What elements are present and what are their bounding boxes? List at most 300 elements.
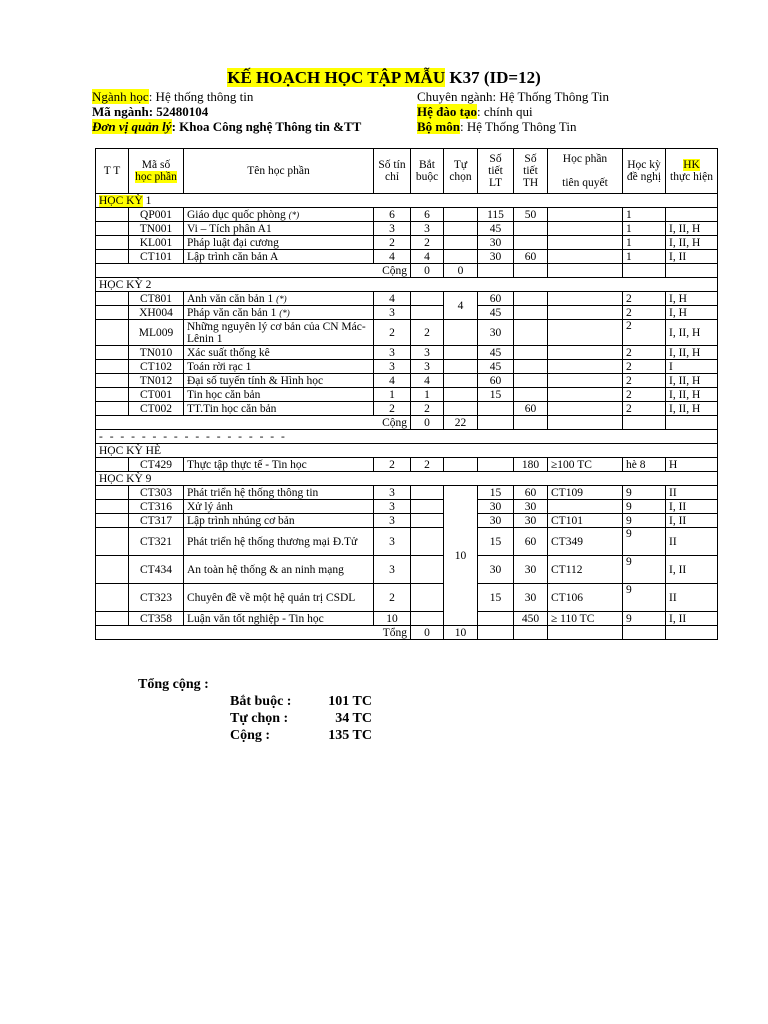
- so-tin-chi: 2: [374, 236, 411, 250]
- hoc-ky-de-nghi: 1: [623, 250, 666, 264]
- so-tiet-lt: 30: [478, 250, 514, 264]
- hoc-ky-de-nghi: 9: [623, 486, 666, 500]
- col-header-hk-2: thực hiện: [670, 171, 713, 183]
- semester-label-2: HỌC KỲ 2: [96, 278, 718, 292]
- semester-label-1-hl: HỌC KỲ: [99, 194, 143, 207]
- tu-chon: [444, 388, 478, 402]
- course-code: CT317: [129, 514, 184, 528]
- bat-buoc: 2: [411, 236, 444, 250]
- semester-header-9: [96, 472, 718, 486]
- table-row: [96, 236, 718, 250]
- nganh-hoc: [92, 89, 253, 104]
- so-tin-chi: 4: [374, 250, 411, 264]
- so-tin-chi: 2: [374, 584, 411, 612]
- tu-chon: [444, 374, 478, 388]
- course-name-text: Lập trình căn bản A: [187, 250, 279, 263]
- so-tiet-lt: [478, 402, 514, 416]
- semester-label-he: HỌC KỲ HÈ: [96, 444, 718, 458]
- empty-cell: [478, 264, 514, 278]
- table-row: [96, 250, 718, 264]
- hoc-ky-de-nghi: 1: [623, 208, 666, 222]
- tu-chon: [444, 360, 478, 374]
- col-header-hptq-2: tiên quyết: [562, 177, 608, 189]
- summary-bat-buoc-label: Bắt buộc :: [230, 694, 292, 709]
- course-name: Lập trình nhúng cơ bản: [184, 514, 374, 528]
- he-dao-tao-value: : chính qui: [476, 104, 533, 119]
- empty-cell: [623, 416, 666, 430]
- hoc-ky-de-nghi: 2: [623, 346, 666, 360]
- bat-buoc: 3: [411, 360, 444, 374]
- total-label: Cộng: [96, 416, 411, 430]
- course-code: CT101: [129, 250, 184, 264]
- so-tin-chi: 1: [374, 388, 411, 402]
- hk-thuc-hien: I, H: [666, 292, 718, 306]
- course-code: XH004: [129, 306, 184, 320]
- he-dao-tao: [417, 104, 533, 119]
- so-tiet-th: [514, 306, 548, 320]
- table-row: [96, 374, 718, 388]
- course-name-text: Anh văn căn bản 1: [187, 292, 274, 305]
- hoc-phan-tien-quyet: CT101: [548, 514, 623, 528]
- tu-chon: [444, 222, 478, 236]
- course-name-text: Những nguyên lý cơ bản của CN Mác-Lênin 1: [187, 320, 366, 345]
- hoc-phan-tien-quyet: ≥100 TC: [548, 458, 623, 472]
- title-rest: K37 (ID=12): [445, 68, 541, 87]
- course-name-text: TT.Tin học căn bản: [187, 402, 277, 415]
- course-name: [184, 208, 374, 222]
- course-name: An toàn hệ thống & an ninh mạng: [184, 556, 374, 584]
- so-tiet-th: [514, 374, 548, 388]
- row-tt: [96, 388, 129, 402]
- course-code: TN001: [129, 222, 184, 236]
- row-tt: [96, 458, 129, 472]
- so-tiet-th: [514, 388, 548, 402]
- hk-thuc-hien: I, II: [666, 514, 718, 528]
- so-tiet-lt: 15: [478, 528, 514, 556]
- so-tiet-lt: 30: [478, 556, 514, 584]
- table-row: [96, 500, 718, 514]
- so-tin-chi: 3: [374, 360, 411, 374]
- hoc-ky-de-nghi: 2: [623, 292, 666, 306]
- tu-chon: [444, 458, 478, 472]
- total-tu-chon: 22: [444, 416, 478, 430]
- hoc-ky-de-nghi: 9: [623, 500, 666, 514]
- course-name: [184, 374, 374, 388]
- col-header-so-tin-chi: Số tín chỉ: [374, 149, 411, 194]
- bo-mon: [417, 119, 577, 134]
- bo-mon-value: : Hệ Thống Thông Tin: [459, 119, 577, 134]
- so-tin-chi: 3: [374, 556, 411, 584]
- hoc-ky-de-nghi: 9: [623, 514, 666, 528]
- so-tiet-th: 450: [514, 612, 548, 626]
- so-tiet-lt: 30: [478, 320, 514, 346]
- so-tin-chi: 3: [374, 528, 411, 556]
- empty-cell: [478, 626, 514, 640]
- table-header-row: [96, 149, 718, 194]
- hk-thuc-hien: I, II, H: [666, 374, 718, 388]
- col-header-so-tiet-lt: Số tiết LT: [478, 149, 514, 194]
- hoc-phan-tien-quyet: [548, 250, 623, 264]
- col-header-ma-so-2: học phần: [135, 171, 177, 183]
- course-name: [184, 346, 374, 360]
- row-tt: [96, 236, 129, 250]
- col-header-tu-chon: Tự chọn: [444, 149, 478, 194]
- tu-chon-group: 10: [444, 486, 478, 626]
- row-tt: [96, 360, 129, 374]
- col-header-hoc-phan-tq: [548, 149, 623, 194]
- row-tt: [96, 374, 129, 388]
- table-row: [96, 388, 718, 402]
- hoc-phan-tien-quyet: [548, 374, 623, 388]
- table-row: [96, 320, 718, 346]
- bat-buoc: [411, 556, 444, 584]
- course-note: (*): [288, 209, 300, 220]
- tu-chon: [444, 208, 478, 222]
- so-tiet-lt: 45: [478, 360, 514, 374]
- chuyen-nganh: Chuyên ngành: Hệ Thống Thông Tin: [417, 89, 610, 104]
- bat-buoc: 3: [411, 346, 444, 360]
- hoc-phan-tien-quyet: CT349: [548, 528, 623, 556]
- table-row: [96, 458, 718, 472]
- row-tt: [96, 250, 129, 264]
- hoc-ky-de-nghi: 1: [623, 222, 666, 236]
- tu-chon-group: 4: [444, 292, 478, 320]
- so-tin-chi: 4: [374, 292, 411, 306]
- hoc-phan-tien-quyet: ≥ 110 TC: [548, 612, 623, 626]
- course-name-text: Giáo dục quốc phòng: [187, 208, 286, 221]
- empty-cell: [514, 416, 548, 430]
- bat-buoc: [411, 500, 444, 514]
- summary-tu-chon-value: 34 TC: [335, 711, 372, 726]
- col-header-bat-buoc: Bắt buộc: [411, 149, 444, 194]
- table-row: [96, 208, 718, 222]
- so-tiet-th: 30: [514, 500, 548, 514]
- so-tin-chi: 10: [374, 612, 411, 626]
- row-tt: [96, 320, 129, 346]
- bat-buoc: 2: [411, 458, 444, 472]
- course-code: CT102: [129, 360, 184, 374]
- course-code: CT316: [129, 500, 184, 514]
- hoc-phan-tien-quyet: CT109: [548, 486, 623, 500]
- tu-chon: [444, 346, 478, 360]
- hk-thuc-hien: I, II, H: [666, 236, 718, 250]
- tu-chon: [444, 402, 478, 416]
- empty-cell: [623, 626, 666, 640]
- table-row: [96, 292, 718, 306]
- course-name: [184, 222, 374, 236]
- hoc-ky-de-nghi: 2: [623, 388, 666, 402]
- course-name: Chuyên đề về một hệ quản trị CSDL: [184, 584, 374, 612]
- so-tiet-lt: 15: [478, 486, 514, 500]
- semester-header-he: [96, 444, 718, 458]
- course-code: QP001: [129, 208, 184, 222]
- so-tiet-lt: 30: [478, 500, 514, 514]
- col-header-ma-so-1: Mã số: [141, 159, 171, 171]
- so-tiet-th: 60: [514, 486, 548, 500]
- empty-cell: [514, 626, 548, 640]
- table-row: [96, 402, 718, 416]
- hk-thuc-hien: H: [666, 458, 718, 472]
- tu-chon: [444, 250, 478, 264]
- course-code: CT434: [129, 556, 184, 584]
- bat-buoc: 4: [411, 250, 444, 264]
- hk-thuc-hien: II: [666, 528, 718, 556]
- row-tt: [96, 486, 129, 500]
- so-tin-chi: 3: [374, 306, 411, 320]
- so-tiet-lt: [478, 612, 514, 626]
- semester-label-1-num: 1: [142, 194, 152, 207]
- so-tiet-lt: 15: [478, 584, 514, 612]
- table-row: [96, 486, 718, 500]
- so-tin-chi: 2: [374, 458, 411, 472]
- total-tu-chon: 10: [444, 626, 478, 640]
- course-name: Phát triển hệ thống thông tin: [184, 486, 374, 500]
- so-tiet-th: [514, 292, 548, 306]
- empty-cell: [478, 416, 514, 430]
- summary-tu-chon-label: Tự chọn :: [230, 711, 289, 726]
- hoc-ky-de-nghi: 2: [623, 360, 666, 374]
- course-code: TN012: [129, 374, 184, 388]
- course-code: CT002: [129, 402, 184, 416]
- so-tiet-lt: 45: [478, 306, 514, 320]
- hoc-phan-tien-quyet: [548, 306, 623, 320]
- hoc-ky-de-nghi: 9: [623, 556, 666, 584]
- hoc-phan-tien-quyet: [548, 236, 623, 250]
- course-code: CT801: [129, 292, 184, 306]
- total-bat-buoc: 0: [411, 264, 444, 278]
- separator-line: - - - - - - - - - - - - - - - - - -: [96, 430, 718, 444]
- course-name: Thực tập thực tế - Tin học: [184, 458, 374, 472]
- so-tin-chi: 3: [374, 514, 411, 528]
- col-header-hk-1: HK: [683, 159, 700, 171]
- title-highlight: KẾ HOẠCH HỌC TẬP MẪU: [227, 68, 446, 87]
- don-vi-label: Đơn vị quản lý: [92, 119, 172, 134]
- separator-row: [96, 430, 718, 444]
- hk-thuc-hien: II: [666, 486, 718, 500]
- so-tiet-lt: 60: [478, 292, 514, 306]
- course-code: KL001: [129, 236, 184, 250]
- hk-thuc-hien: I, II, H: [666, 346, 718, 360]
- hk-thuc-hien: I, II, H: [666, 388, 718, 402]
- table-row: [96, 360, 718, 374]
- course-name: [184, 292, 374, 306]
- semester-header-1: [96, 194, 718, 208]
- course-name-text: Pháp văn căn bản 1: [187, 306, 277, 319]
- summary-bat-buoc-value: 101 TC: [328, 694, 372, 709]
- so-tin-chi: 3: [374, 346, 411, 360]
- summary-cong-label: Cộng :: [230, 728, 271, 743]
- so-tiet-th: [514, 360, 548, 374]
- row-tt: [96, 402, 129, 416]
- hoc-phan-tien-quyet: [548, 208, 623, 222]
- so-tin-chi: 2: [374, 320, 411, 346]
- row-tt: [96, 612, 129, 626]
- hk-thuc-hien: [666, 208, 718, 222]
- table-row: [96, 612, 718, 626]
- total-bat-buoc: 0: [411, 416, 444, 430]
- hk-thuc-hien: I, II: [666, 556, 718, 584]
- so-tiet-lt: 15: [478, 388, 514, 402]
- tu-chon: [444, 320, 478, 346]
- empty-cell: [666, 626, 718, 640]
- so-tiet-th: 60: [514, 528, 548, 556]
- so-tiet-lt: 45: [478, 222, 514, 236]
- row-tt: [96, 292, 129, 306]
- empty-cell: [548, 626, 623, 640]
- table-row: [96, 528, 718, 556]
- so-tin-chi: 3: [374, 486, 411, 500]
- hoc-phan-tien-quyet: CT106: [548, 584, 623, 612]
- course-name: [184, 402, 374, 416]
- so-tiet-th: 30: [514, 584, 548, 612]
- hk-thuc-hien: I, II, H: [666, 222, 718, 236]
- course-name: Xử lý ảnh: [184, 500, 374, 514]
- so-tiet-th: 60: [514, 402, 548, 416]
- empty-cell: [548, 264, 623, 278]
- semester-header-2: [96, 278, 718, 292]
- so-tiet-lt: 30: [478, 236, 514, 250]
- hoc-phan-tien-quyet: [548, 320, 623, 346]
- row-tt: [96, 346, 129, 360]
- so-tiet-lt: 60: [478, 374, 514, 388]
- so-tiet-lt: 30: [478, 514, 514, 528]
- so-tiet-th: 180: [514, 458, 548, 472]
- so-tiet-lt: 115: [478, 208, 514, 222]
- so-tiet-th: [514, 236, 548, 250]
- hoc-phan-tien-quyet: [548, 346, 623, 360]
- course-code: TN010: [129, 346, 184, 360]
- total-tu-chon: 0: [444, 264, 478, 278]
- hk-thuc-hien: I, II: [666, 612, 718, 626]
- course-name: [184, 320, 374, 346]
- empty-cell: [666, 416, 718, 430]
- course-name-text: Tin học căn bản: [187, 388, 261, 401]
- so-tin-chi: 3: [374, 222, 411, 236]
- row-tt: [96, 556, 129, 584]
- hoc-ky-de-nghi: 9: [623, 528, 666, 556]
- course-name: [184, 360, 374, 374]
- hoc-phan-tien-quyet: [548, 388, 623, 402]
- bat-buoc: 4: [411, 374, 444, 388]
- hoc-phan-tien-quyet: [548, 360, 623, 374]
- so-tin-chi: 2: [374, 402, 411, 416]
- hoc-phan-tien-quyet: [548, 222, 623, 236]
- course-code: CT321: [129, 528, 184, 556]
- table-row: [96, 222, 718, 236]
- hoc-phan-tien-quyet: [548, 500, 623, 514]
- course-name-text: Vi – Tích phân A1: [187, 222, 272, 235]
- so-tiet-th: 30: [514, 556, 548, 584]
- course-note: (*): [276, 293, 287, 304]
- course-code: CT323: [129, 584, 184, 612]
- page-title: [0, 68, 768, 88]
- tu-chon: [444, 236, 478, 250]
- bat-buoc: [411, 584, 444, 612]
- bat-buoc: 6: [411, 208, 444, 222]
- total-row-9: [96, 626, 718, 640]
- hoc-ky-de-nghi: 2: [623, 402, 666, 416]
- table-row: [96, 306, 718, 320]
- bat-buoc: 3: [411, 222, 444, 236]
- summary-cong-value: 135 TC: [328, 728, 372, 743]
- nganh-hoc-value: : Hệ thống thông tin: [148, 89, 254, 104]
- don-vi-value: : Khoa Công nghệ Thông tin &TT: [171, 119, 362, 134]
- col-header-ma-so: [129, 149, 184, 194]
- empty-cell: [623, 264, 666, 278]
- hk-thuc-hien: I: [666, 360, 718, 374]
- table-row: [96, 346, 718, 360]
- bat-buoc: 2: [411, 320, 444, 346]
- course-name: [184, 236, 374, 250]
- col-header-tt: T T: [96, 149, 129, 194]
- empty-cell: [666, 264, 718, 278]
- so-tiet-th: 60: [514, 250, 548, 264]
- course-name-text: Xác suất thống kê: [187, 346, 270, 359]
- course-code: CT303: [129, 486, 184, 500]
- hk-thuc-hien: I, II, H: [666, 320, 718, 346]
- row-tt: [96, 528, 129, 556]
- he-dao-tao-label: Hệ đào tạo: [417, 104, 477, 119]
- study-plan-table: [95, 148, 718, 640]
- bat-buoc: [411, 612, 444, 626]
- so-tiet-th: 30: [514, 514, 548, 528]
- so-tiet-lt: [478, 458, 514, 472]
- hoc-ky-de-nghi: hè 8: [623, 458, 666, 472]
- course-name: [184, 388, 374, 402]
- total-label: Tổng: [96, 626, 411, 640]
- row-tt: [96, 306, 129, 320]
- semester-label-9: HỌC KỲ 9: [96, 472, 718, 486]
- course-name-text: Pháp luật đại cương: [187, 236, 279, 249]
- row-tt: [96, 222, 129, 236]
- bat-buoc: [411, 528, 444, 556]
- hoc-ky-de-nghi: 2: [623, 306, 666, 320]
- summary-title: Tổng cộng :: [138, 677, 209, 692]
- so-tin-chi: 4: [374, 374, 411, 388]
- bat-buoc: [411, 306, 444, 320]
- row-tt: [96, 514, 129, 528]
- hk-thuc-hien: I, II: [666, 500, 718, 514]
- hk-thuc-hien: I, II, H: [666, 402, 718, 416]
- hk-thuc-hien: II: [666, 584, 718, 612]
- course-code: ML009: [129, 320, 184, 346]
- hoc-phan-tien-quyet: [548, 402, 623, 416]
- course-name: [184, 250, 374, 264]
- row-tt: [96, 584, 129, 612]
- col-header-hk-thuc-hien: [666, 149, 718, 194]
- row-tt: [96, 208, 129, 222]
- bat-buoc: 2: [411, 402, 444, 416]
- so-tiet-lt: 45: [478, 346, 514, 360]
- row-tt: [96, 500, 129, 514]
- nganh-hoc-label: Ngành học: [92, 89, 149, 104]
- total-label: Cộng: [96, 264, 411, 278]
- total-row-2: [96, 416, 718, 430]
- hoc-ky-de-nghi: 9: [623, 612, 666, 626]
- col-header-hptq-1: Học phần: [562, 153, 608, 165]
- table-row: [96, 556, 718, 584]
- course-name-text: Toán rời rạc 1: [187, 360, 252, 373]
- so-tin-chi: 3: [374, 500, 411, 514]
- so-tiet-th: [514, 320, 548, 346]
- so-tiet-th: [514, 346, 548, 360]
- don-vi-quan-ly: [92, 119, 361, 134]
- hoc-ky-de-nghi: 2: [623, 320, 666, 346]
- course-note: (*): [279, 307, 290, 318]
- hoc-phan-tien-quyet: [548, 292, 623, 306]
- course-name: [184, 306, 374, 320]
- col-header-ten: Tên học phần: [184, 149, 374, 194]
